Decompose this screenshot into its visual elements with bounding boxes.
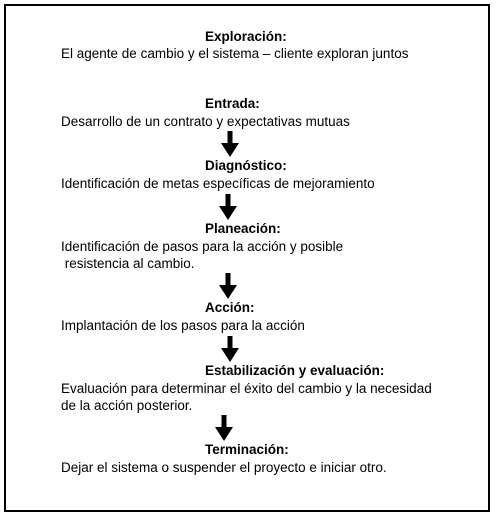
step-description-estabilizacion-line-2: de la acción posterior. — [61, 398, 193, 413]
down-arrow-icon — [215, 415, 233, 441]
step-description-exploracion: El agente de cambio y el sistema – cliente exploran juntos — [61, 46, 409, 61]
down-arrow-icon — [221, 131, 239, 157]
diagram-frame — [4, 4, 490, 512]
step-description-accion: Implantación de los pasos para la acción — [61, 318, 305, 333]
step-title-estabilizacion: Estabilización y evaluación: — [205, 363, 385, 378]
down-arrow-icon — [219, 194, 237, 220]
step-title-entrada: Entrada: — [205, 96, 260, 111]
step-description-entrada: Desarrollo de un contrato y expectativas mutuas — [61, 114, 350, 129]
down-arrow-icon — [221, 336, 239, 362]
step-description-terminacion: Dejar el sistema o suspender el proyecto e iniciar otro. — [61, 460, 387, 475]
step-title-diagnostico: Diagnóstico: — [205, 158, 287, 173]
step-title-exploracion: Exploración: — [205, 29, 287, 44]
step-description-diagnostico: Identificación de metas específicas de mejoramiento — [61, 176, 375, 191]
step-description-estabilizacion-line-1: Evaluación para determinar el éxito del cambio y la necesidad — [61, 381, 432, 396]
step-description-planeacion-line-1: Identificación de pasos para la acción y posible — [61, 239, 344, 254]
step-description-planeacion-line-2: resistencia al cambio. — [61, 256, 195, 271]
step-title-terminacion: Terminación: — [205, 442, 289, 457]
down-arrow-icon — [219, 273, 237, 299]
step-title-planeacion: Planeación: — [205, 221, 281, 236]
step-title-accion: Acción: — [205, 300, 255, 315]
